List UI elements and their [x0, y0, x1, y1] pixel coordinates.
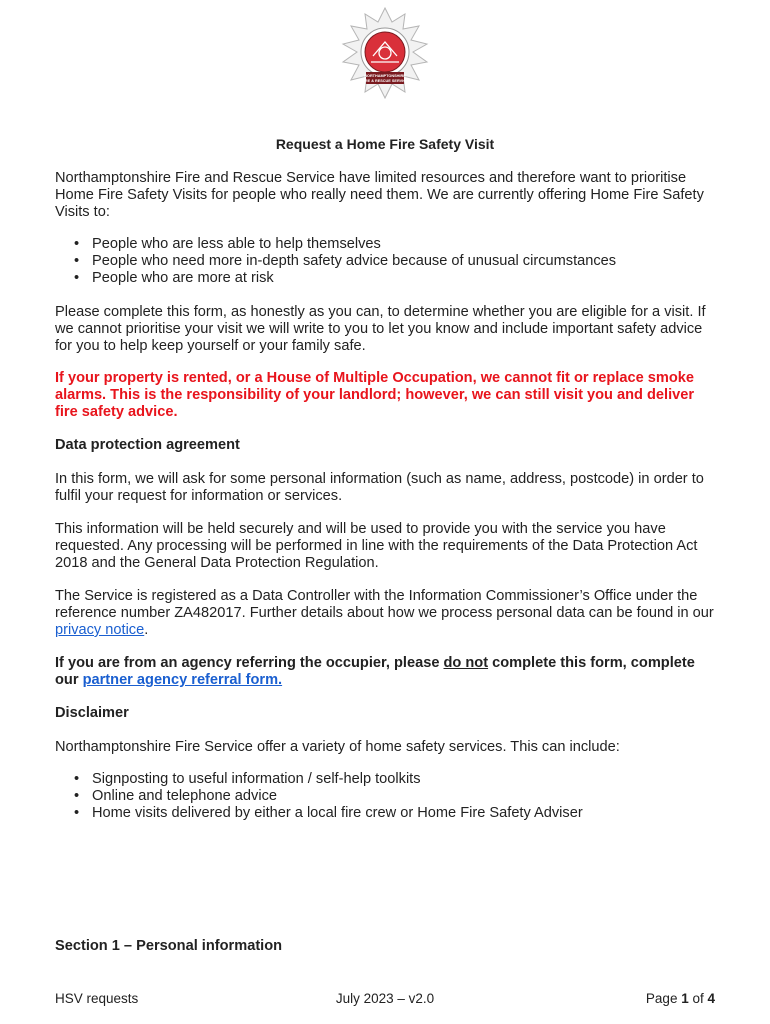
rented-warning: If your property is rented, or a House of Multiple Occupation, we cannot fit or replace smoke alarms. This is the responsibility of your landlord; however, we can still visit you and deliver fire safety advice.	[55, 370, 695, 420]
footer-left: HSV requests	[55, 991, 139, 1006]
list-item: • Home visits delivered by either a local fire crew or Home Fire Safety Adviser	[55, 805, 715, 822]
agency-notice	[55, 655, 715, 689]
logo-line-2: FIRE & RESCUE SERVICE	[361, 79, 409, 83]
list-item: • People who need more in-depth safety advice because of unusual circumstances	[55, 253, 715, 270]
disclaimer-text: Northamptonshire Fire Service offer a variety of home safety services. This can include:	[55, 739, 620, 755]
dp-para-3-text: The Service is registered as a Data Controller with the Information Commissioner’s Office under the reference number ZA482017. Further details about how we process personal data can be found in our	[55, 588, 714, 621]
logo-line-1: NORTHAMPTONSHIRE	[364, 74, 406, 78]
list-item: • Signposting to useful information / self-help toolkits	[55, 771, 715, 788]
data-protection-para-2: This information will be held securely and will be used to provide you with the service you have requested. Any processing will be performed in line with the requirements of the Data Protection Act 2018 and the General Data Protection Regulation.	[55, 521, 698, 571]
dp-para-3-end: .	[144, 622, 149, 638]
list-item: • People who are more at risk	[55, 270, 715, 287]
data-protection-heading: Data protection agreement	[55, 437, 240, 453]
data-protection-para-3	[55, 588, 715, 639]
list-item: • Online and telephone advice	[55, 788, 715, 805]
footer-center: July 2023 – v2.0	[335, 991, 435, 1006]
fire-service-crest-logo	[329, 6, 441, 102]
privacy-notice-link[interactable]: privacy notice	[55, 622, 145, 638]
page-of: of	[688, 991, 708, 1006]
list-item: • People who are less able to help themselves	[55, 236, 715, 253]
intro-paragraph: Northamptonshire Fire and Rescue Service have limited resources and therefore want to prioritise Home Fire Safety Visits for people who really need them. We are currently offering Home Fire Safety Visits to:	[55, 170, 704, 220]
agency-do-not: do not	[443, 655, 489, 671]
eligibility-list	[55, 236, 715, 287]
agency-pre: If you are from an agency referring the occupier, please	[55, 655, 444, 671]
data-protection-para-1: In this form, we will ask for some personal information (such as name, address, postcode) in order to fulfil your request for information or services.	[55, 471, 704, 504]
section-1-heading: Section 1 – Personal information	[55, 938, 283, 954]
partner-agency-referral-link[interactable]: partner agency referral form.	[82, 672, 283, 688]
complete-form-paragraph: Please complete this form, as honestly as you can, to determine whether you are eligible for a visit. If we cannot prioritise your visit we will write to you to let you know and include important safety advice for you to help keep yourself or your family safe.	[55, 304, 706, 354]
disclaimer-heading: Disclaimer	[55, 705, 129, 721]
page-total: 4	[707, 991, 715, 1006]
page-number: 1	[681, 991, 689, 1006]
services-list	[55, 771, 715, 822]
page-label: Page	[645, 991, 682, 1006]
agency-mid: complete this form, complete our	[55, 655, 695, 688]
page-title: Request a Home Fire Safety Visit	[275, 136, 495, 152]
page-indicator	[646, 991, 715, 1006]
